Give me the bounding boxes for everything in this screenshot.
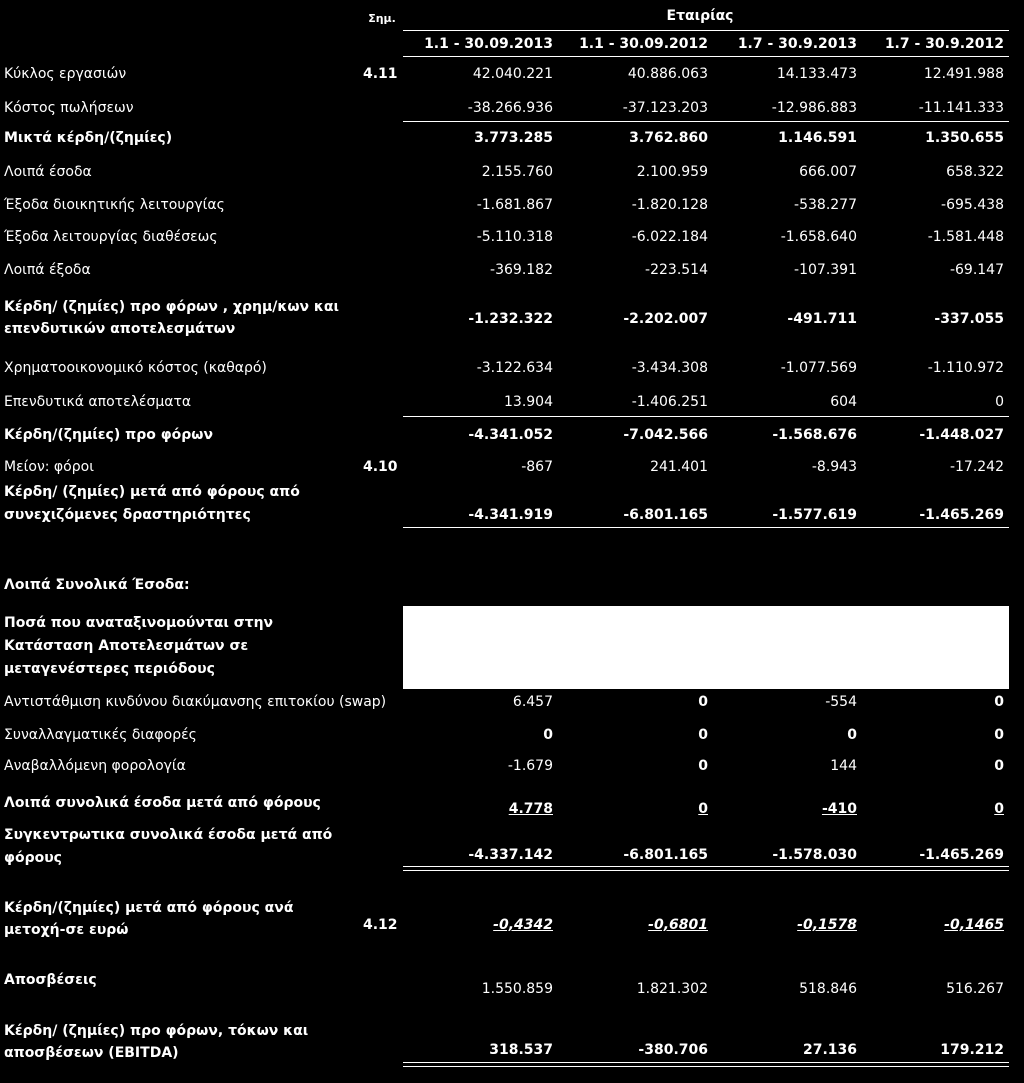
period-header-1: 1.1 - 30.09.2013 [424, 36, 553, 52]
row-value: -107.391 [794, 262, 857, 278]
row-label: Λοιπά έξοδα [4, 262, 91, 278]
row-note: 4.10 [363, 459, 398, 475]
row-label: Κέρδη/ (ζημίες) προ φόρων, τόκων και [4, 1023, 309, 1039]
row-value: 3.762.860 [629, 130, 708, 146]
row-value: 0 [994, 694, 1004, 710]
row-value: -0,1465 [944, 917, 1004, 933]
row-value: 0 [698, 694, 708, 710]
row-label: Χρηματοοικονομικό κόστος (καθαρό) [4, 360, 267, 376]
row-note: 4.12 [363, 917, 398, 933]
row-value: -337.055 [934, 311, 1004, 327]
row-value: 1.146.591 [778, 130, 857, 146]
row-value: -3.122.634 [476, 360, 553, 376]
row-label: Κόστος πωλήσεων [4, 100, 134, 116]
row-label: Μείον: φόροι [4, 459, 94, 475]
row-value: 27.136 [802, 1042, 857, 1058]
row-label-cont: φόρους [4, 850, 62, 866]
row-value: -1.658.640 [780, 229, 857, 245]
row-value: -4.341.919 [468, 507, 553, 523]
row-value: 1.350.655 [925, 130, 1004, 146]
row-value: -1.681.867 [476, 197, 553, 213]
total-line [403, 527, 1009, 528]
header-divider [403, 30, 1009, 31]
period-header-3: 1.7 - 30.9.2013 [737, 36, 857, 52]
row-value: -1.578.030 [772, 847, 857, 863]
row-value: 6.457 [512, 694, 553, 710]
double-line-top [403, 866, 1009, 867]
row-value: 0 [698, 758, 708, 774]
row-value: -1.406.251 [631, 394, 708, 410]
row-value: 13.904 [504, 394, 553, 410]
double-line-bottom [403, 870, 1009, 871]
row-value: -1.448.027 [919, 427, 1004, 443]
row-value: -17.242 [949, 459, 1004, 475]
row-value: -867 [521, 459, 553, 475]
row-value: 3.773.285 [474, 130, 553, 146]
row-value: -6.801.165 [623, 847, 708, 863]
row-value: 0 [847, 727, 857, 743]
row-value: -1.232.322 [468, 311, 553, 327]
oci-section-title: Λοιπά Συνολικά Έσοδα: [4, 577, 190, 593]
row-label: Επενδυτικά αποτελέσματα [4, 394, 192, 410]
row-label-cont: επενδυτικών αποτελεσμάτων [4, 321, 236, 337]
row-value: 666.007 [799, 164, 857, 180]
row-value: -5.110.318 [476, 229, 553, 245]
row-value: -223.514 [645, 262, 708, 278]
row-value: -1.568.676 [772, 427, 857, 443]
company-header: Εταιρίας [666, 8, 734, 24]
row-note: 4.11 [363, 66, 398, 82]
row-value: -554 [825, 694, 857, 710]
row-label: Κύκλος εργασιών [4, 66, 127, 82]
double-line-bottom [403, 1066, 1009, 1067]
row-label: Κέρδη/ (ζημίες) προ φόρων , χρημ/κων και [4, 299, 339, 315]
row-value: -0,1578 [797, 917, 857, 933]
double-line-top [403, 1062, 1009, 1063]
row-value: 40.886.063 [627, 66, 708, 82]
row-value: -491.711 [787, 311, 857, 327]
subtotal-line [403, 121, 1009, 122]
row-value: 518.846 [799, 981, 857, 997]
row-value: 0 [994, 801, 1004, 817]
row-value: -1.110.972 [927, 360, 1004, 376]
row-value: -2.202.007 [623, 311, 708, 327]
subtotal-line [403, 416, 1009, 417]
row-value: 14.133.473 [776, 66, 857, 82]
row-value: -37.123.203 [622, 100, 708, 116]
row-value: -11.141.333 [918, 100, 1004, 116]
note-column-header: Σημ. [368, 12, 396, 25]
row-label: Έξοδα διοικητικής λειτουργίας [4, 197, 225, 213]
row-label: Συναλλαγματικές διαφορές [4, 727, 197, 743]
row-value: 516.267 [946, 981, 1004, 997]
row-value: -1.465.269 [919, 507, 1004, 523]
row-value: 0 [994, 758, 1004, 774]
row-label: Αναβαλλόμενη φορολογία [4, 758, 186, 774]
reclass-label: Ποσά που αναταξινομούνται στην [4, 615, 274, 631]
row-value: 0 [698, 727, 708, 743]
row-label-cont: μετοχή-σε ευρώ [4, 922, 129, 938]
row-label: Μικτά κέρδη/(ζημίες) [4, 130, 173, 146]
row-value: 0 [543, 727, 553, 743]
row-value: 2.155.760 [481, 164, 553, 180]
row-value: -369.182 [490, 262, 553, 278]
row-label: Κέρδη/(ζημίες) προ φόρων [4, 427, 214, 443]
row-value: -6.801.165 [623, 507, 708, 523]
reclass-label-cont: Κατάσταση Αποτελεσμάτων σε [4, 638, 249, 654]
row-value: -1.465.269 [919, 847, 1004, 863]
row-value: 0 [698, 801, 708, 817]
row-value: 0 [995, 394, 1004, 410]
row-value: -1.077.569 [780, 360, 857, 376]
row-label: Κέρδη/(ζημίες) μετά από φόρους ανά [4, 900, 294, 916]
row-value: 658.322 [946, 164, 1004, 180]
blank-white-area [403, 606, 1009, 689]
row-value: -69.147 [949, 262, 1004, 278]
row-label: Λοιπά συνολικά έσοδα μετά από φόρους [4, 795, 321, 811]
row-value: 604 [830, 394, 857, 410]
row-value: -4.341.052 [468, 427, 553, 443]
row-label: Αποσβέσεις [4, 972, 97, 988]
row-value: -410 [821, 801, 857, 817]
header-underline [403, 56, 1009, 57]
row-value: 4.778 [508, 801, 553, 817]
row-value: -380.706 [638, 1042, 708, 1058]
row-value: -538.277 [794, 197, 857, 213]
row-value: 12.491.988 [923, 66, 1004, 82]
period-header-2: 1.1 - 30.09.2012 [579, 36, 708, 52]
row-value: -12.986.883 [771, 100, 857, 116]
row-value: -695.438 [941, 197, 1004, 213]
row-value: -8.943 [811, 459, 857, 475]
row-value: -0,6801 [648, 917, 708, 933]
row-value: 241.401 [650, 459, 708, 475]
row-value: 318.537 [489, 1042, 553, 1058]
row-value: 1.821.302 [636, 981, 708, 997]
row-value: 179.212 [940, 1042, 1004, 1058]
period-header-4: 1.7 - 30.9.2012 [884, 36, 1004, 52]
row-label: Έξοδα λειτουργίας διαθέσεως [4, 229, 218, 245]
row-value: -0,4342 [493, 917, 553, 933]
row-value: -1.820.128 [631, 197, 708, 213]
row-value: -7.042.566 [623, 427, 708, 443]
row-value: 144 [830, 758, 857, 774]
row-value: 1.550.859 [481, 981, 553, 997]
row-value: -1.581.448 [927, 229, 1004, 245]
row-label-cont: συνεχιζόμενες δραστηριότητες [4, 507, 251, 523]
row-value: -38.266.936 [467, 100, 553, 116]
row-value: -4.337.142 [468, 847, 553, 863]
row-label: Συγκεντρωτικα συνολικά έσοδα μετά από [4, 827, 333, 843]
row-value: -1.577.619 [772, 507, 857, 523]
row-value: 42.040.221 [472, 66, 553, 82]
row-value: 2.100.959 [636, 164, 708, 180]
row-value: 0 [994, 727, 1004, 743]
row-value: -6.022.184 [631, 229, 708, 245]
row-label: Αντιστάθμιση κινδύνου διακύμανσης επιτοκίου (swap) [4, 694, 387, 710]
row-value: -3.434.308 [631, 360, 708, 376]
row-value: -1.679 [507, 758, 553, 774]
row-label: Κέρδη/ (ζημίες) μετά από φόρους από [4, 484, 300, 500]
reclass-label-cont: μεταγενέστερες περιόδους [4, 661, 215, 677]
row-label-cont: αποσβέσεων (EBITDA) [4, 1045, 179, 1061]
row-label: Λοιπά έσοδα [4, 164, 92, 180]
